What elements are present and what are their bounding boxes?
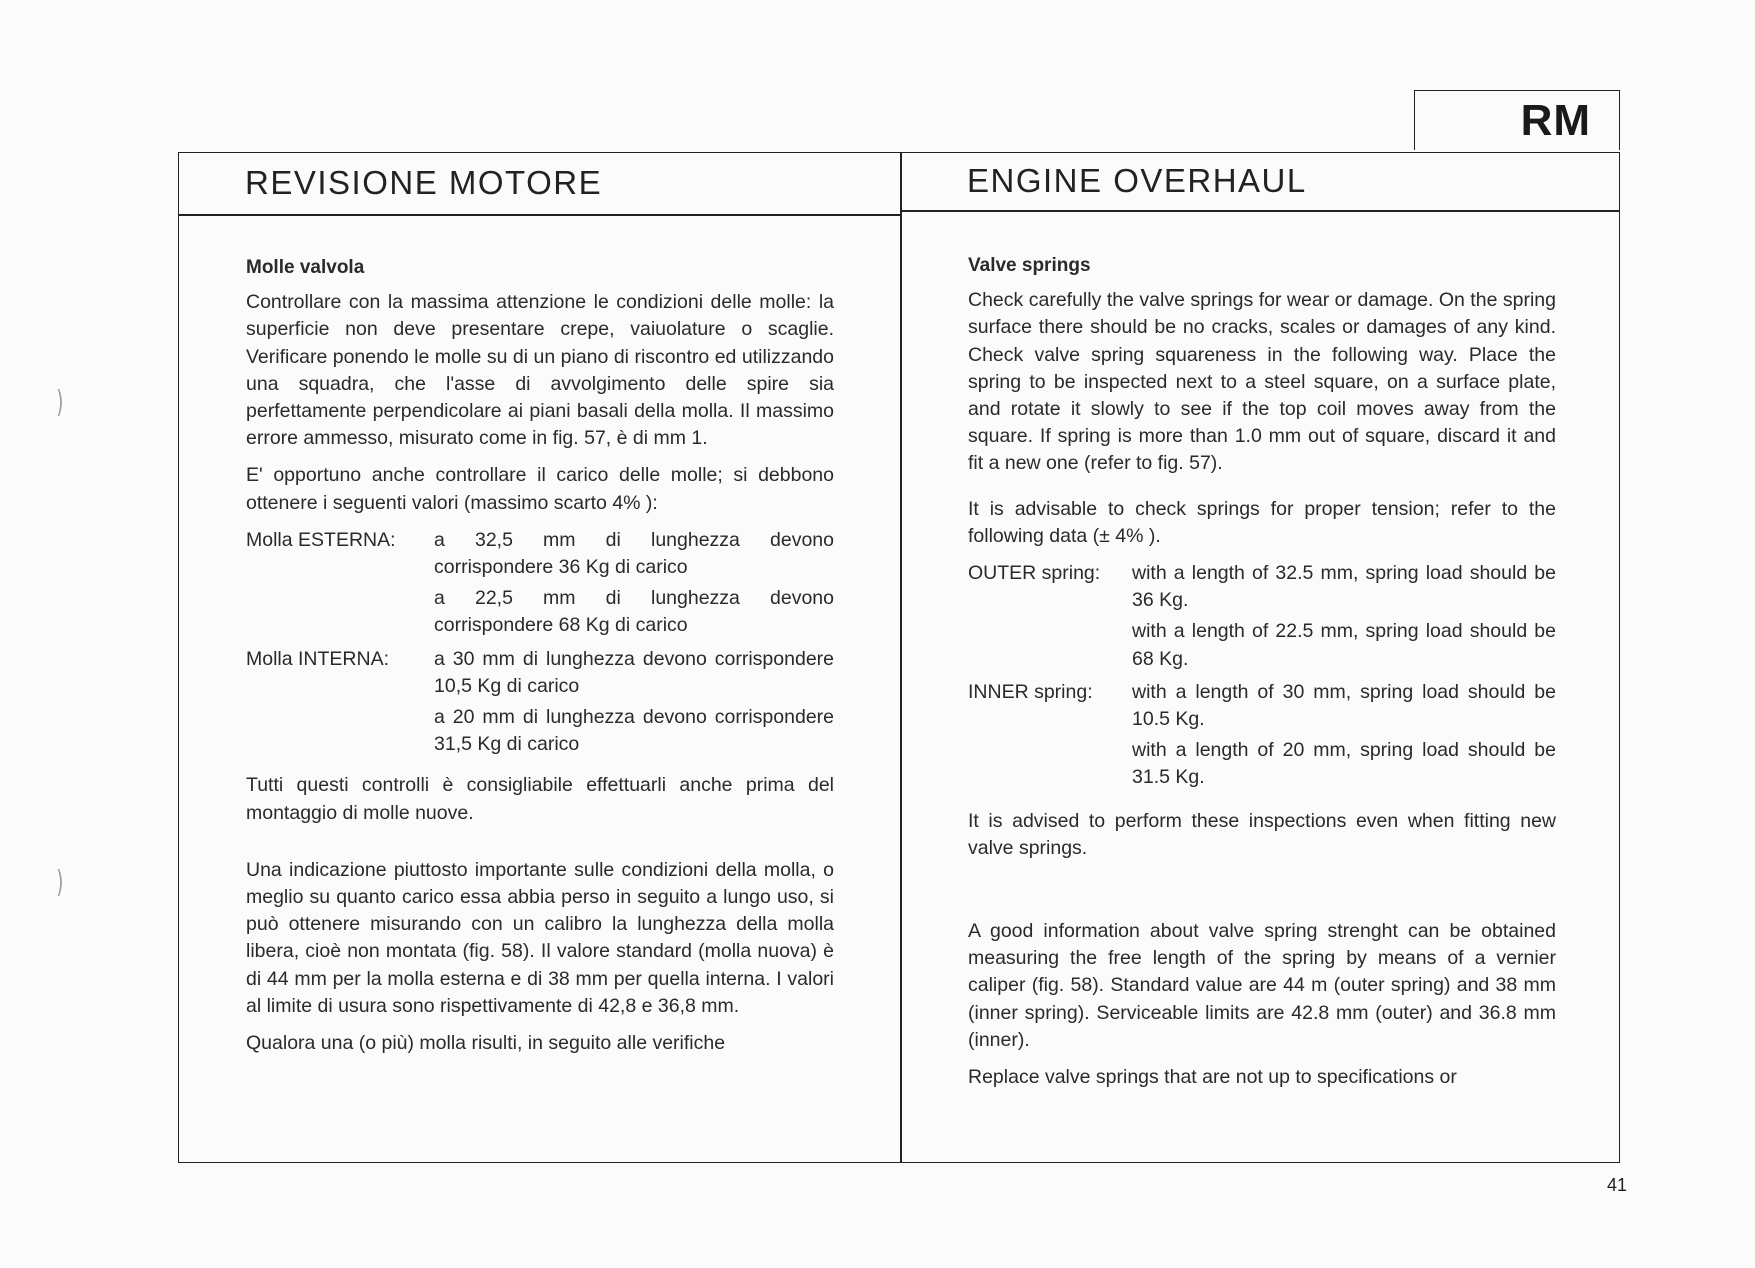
english-inner-label: INNER spring: bbox=[968, 680, 1093, 703]
italian-section-heading: Molle valvola bbox=[246, 257, 365, 278]
header-rule-left bbox=[178, 214, 900, 216]
italian-inner-spec bbox=[246, 646, 834, 763]
italian-paragraph: Qualora una (o più) molla risulti, in seguito alle verifiche bbox=[246, 1032, 726, 1055]
italian-outer-spec bbox=[246, 527, 834, 644]
english-paragraph: It is advised to perform these inspections even when fitting new valve springs. bbox=[968, 809, 1556, 859]
italian-inner-value: a 30 mm di lunghezza devono corrispondere 10,5 Kg di carico bbox=[434, 647, 834, 697]
english-paragraph: Check carefully the valve springs for wear or damage. On the spring surface there should be no cracks, scales or damages of any kind. Check valve spring squareness in the following way. Place the spring to be inspected next to a steel square, on a surface plate, and rotate it slowly to see if the top coil moves away from the square. If spring is more than 1.0 mm out of square, discard it and fit a new one (refer to fig. 57). bbox=[968, 289, 1556, 475]
binder-hole-mark: ) bbox=[56, 865, 64, 900]
section-badge bbox=[1414, 90, 1620, 150]
italian-title: REVISIONE MOTORE bbox=[245, 164, 603, 201]
italian-paragraph: E' opportuno anche controllare il carico delle molle; si debbono ottenere i seguenti valori (massimo scarto 4% ): bbox=[246, 464, 834, 514]
binder-hole-mark: ) bbox=[56, 385, 64, 420]
english-title: ENGINE OVERHAUL bbox=[967, 162, 1307, 199]
english-inner-value: with a length of 20 mm, spring load should be 31.5 Kg. bbox=[1132, 739, 1556, 789]
italian-column bbox=[246, 254, 834, 1067]
column-divider bbox=[900, 152, 902, 1163]
english-inner-value: with a length of 30 mm, spring load should be 10.5 Kg. bbox=[1132, 680, 1556, 731]
english-outer-value: with a length of 22.5 mm, spring load should be 68 Kg. bbox=[1132, 620, 1556, 670]
italian-paragraph: Una indicazione piuttosto importante sulle condizioni della molla, o meglio su quanto carico essa abbia perso in seguito a lungo uso, si può ottenere misurando con un calibro la lunghezza della molla libera, cioè non montata (fig. 58). Il valore standard (molla nuova) è di 44 mm per la molla esterna e di 38 mm per quella interna. I valori al limite di usura sono rispettivamente di 42,8 e 36,8 mm. bbox=[246, 858, 834, 1017]
english-paragraph: Replace valve springs that are not up to specifications or bbox=[968, 1066, 1457, 1089]
header-rule-right bbox=[900, 210, 1620, 212]
english-outer-label: OUTER spring: bbox=[968, 562, 1101, 585]
english-paragraph: It is advisable to check springs for proper tension; refer to the following data (± 4% ). bbox=[968, 497, 1556, 547]
italian-outer-label: Molla ESTERNA: bbox=[246, 528, 396, 551]
english-column bbox=[968, 252, 1556, 1101]
section-badge-text: RM bbox=[1520, 95, 1591, 145]
english-paragraph: A good information about valve spring strenght can be obtained measuring the free length of the spring by means of a vernier caliper (fig. 58). Standard value are 44 m (outer spring) and 38 mm (inner spring). Serviceable limits are 42.8 mm (outer) and 36.8 mm (inner). bbox=[968, 920, 1556, 1051]
italian-paragraph: Tutti questi controlli è consigliabile effettuarli anche prima del montaggio di molle nuove. bbox=[246, 774, 834, 824]
italian-inner-value: a 20 mm di lunghezza devono corrispondere 31,5 Kg di carico bbox=[434, 706, 834, 756]
english-inner-spec bbox=[968, 679, 1556, 796]
english-outer-value: with a length of 32.5 mm, spring load should be 36 Kg. bbox=[1132, 562, 1556, 612]
italian-outer-value: a 32,5 mm di lunghezza devono corrispondere 36 Kg di carico bbox=[434, 528, 834, 579]
english-section-heading: Valve springs bbox=[968, 255, 1091, 276]
italian-inner-label: Molla INTERNA: bbox=[246, 647, 390, 670]
italian-paragraph: Controllare con la massima attenzione le condizioni delle molle: la superficie non deve presentare crepe, vaiuolature o scaglie. Verificare ponendo le molle su di un piano di riscontro ed utilizzando una squadra, che l'asse di avvolgimento delle spire sia perfettamente perpendicolare ai piani basali della molla. Il massimo errore ammesso, misurato come in fig. 57, è di mm 1. bbox=[246, 291, 834, 450]
italian-outer-value: a 22,5 mm di lunghezza devono corrispondere 68 Kg di carico bbox=[434, 587, 834, 637]
english-outer-spec bbox=[968, 560, 1556, 677]
page-number: 41 bbox=[1607, 1175, 1628, 1195]
